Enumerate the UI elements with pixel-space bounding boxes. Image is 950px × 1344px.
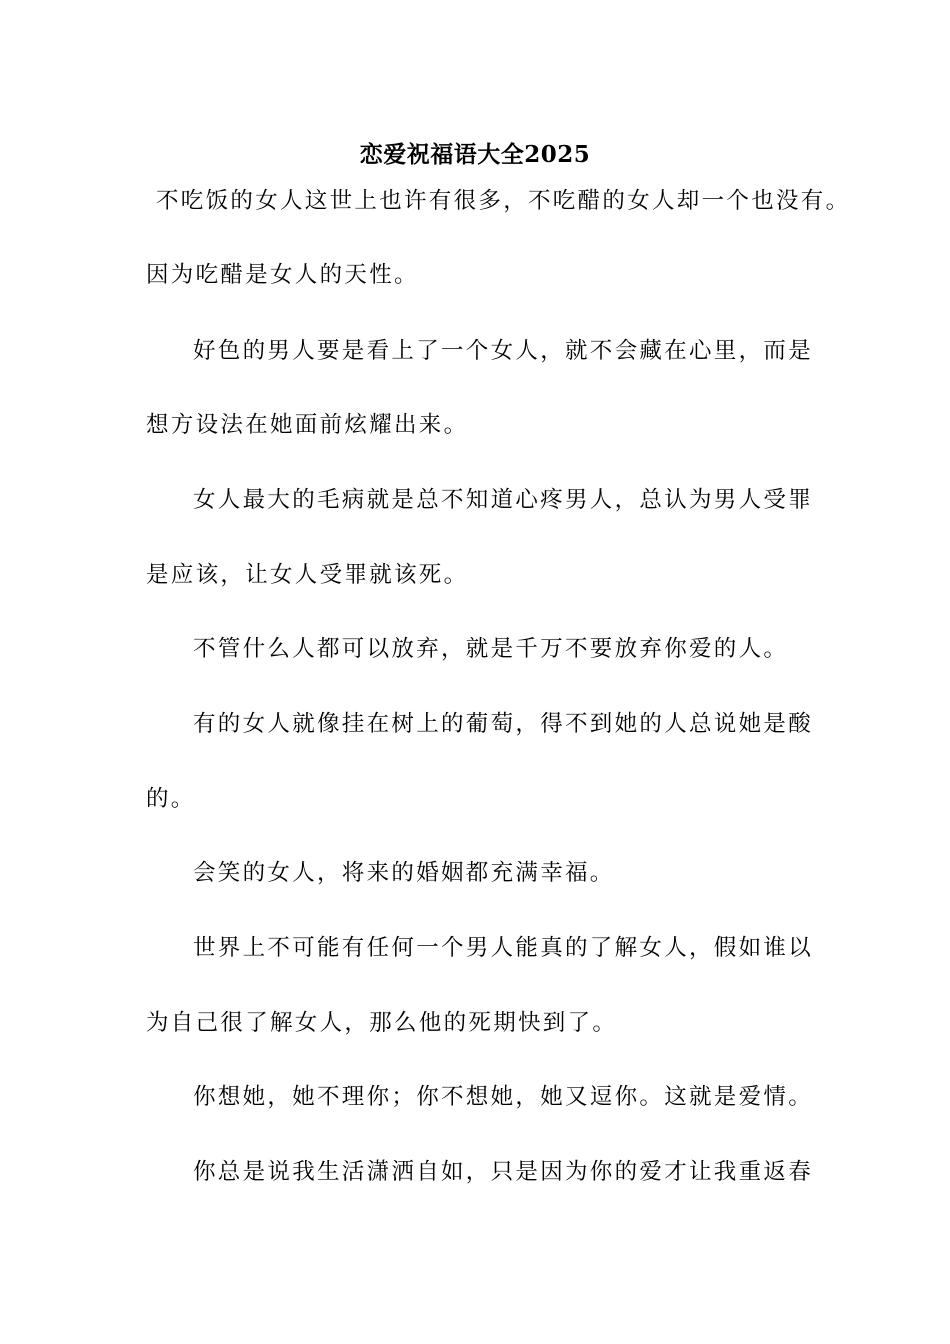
- text-line: 会笑的女人，将来的婚姻都充满幸福。: [193, 860, 615, 886]
- text-line: 想方设法在她面前炫耀出来。: [146, 412, 469, 438]
- document-title: 恋爱祝福语大全2025: [359, 141, 591, 168]
- text-line: 你想她，她不理你；你不想她，她又逗你。这就是爱情。: [193, 1084, 814, 1110]
- text-line: 有的女人就像挂在树上的葡萄，得不到她的人总说她是酸: [193, 711, 814, 737]
- text-line: 的。: [146, 786, 196, 812]
- text-line: 是应该，让女人受罪就该死。: [146, 562, 469, 588]
- text-line: 不管什么人都可以放弃，就是千万不要放弃你爱的人。: [193, 636, 789, 662]
- text-line: 女人最大的毛病就是总不知道心疼男人，总认为男人受罪: [193, 487, 814, 513]
- text-line: 不吃饭的女人这世上也许有很多，不吃醋的女人却一个也没有。: [156, 188, 851, 214]
- text-line: 为自己很了解女人，那么他的死期快到了。: [146, 1010, 618, 1036]
- text-line: 好色的男人要是看上了一个女人，就不会藏在心里，而是: [193, 338, 814, 364]
- text-line: 你总是说我生活潇洒自如，只是因为你的爱才让我重返春: [193, 1159, 814, 1185]
- text-line: 世界上不可能有任何一个男人能真的了解女人，假如谁以: [193, 935, 814, 961]
- text-line: 因为吃醋是女人的天性。: [146, 262, 419, 288]
